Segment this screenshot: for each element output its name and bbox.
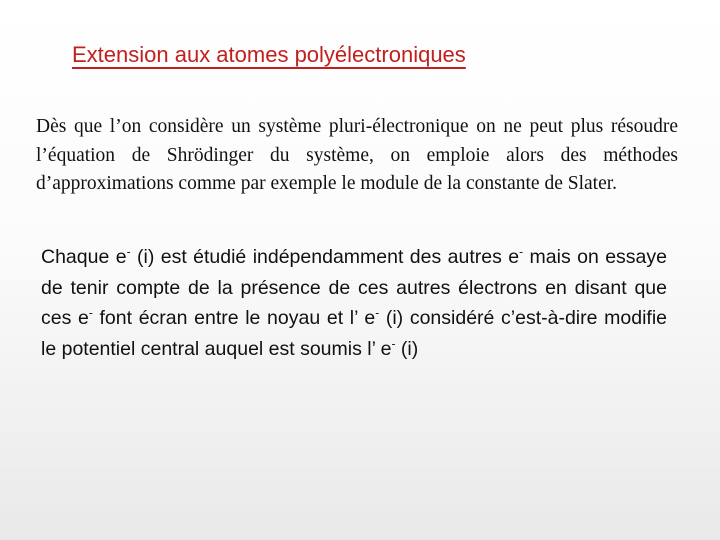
slide-title: Extension aux atomes polyélectroniques bbox=[72, 42, 466, 67]
paragraph-text: font écran entre le noyau et l’ e bbox=[92, 307, 376, 329]
electron-charge-superscript: - bbox=[519, 244, 524, 259]
electron-charge-superscript: - bbox=[375, 305, 380, 320]
electron-charge-superscript: - bbox=[88, 305, 93, 320]
paragraph-text: mais on essaye de tenir compte de la présence de ces autres électrons en disant que ces e bbox=[41, 246, 667, 329]
paragraph-text: (i) considéré c’est-à-dire modifie le potentiel central auquel est soumis l’ e bbox=[41, 307, 667, 360]
screening-paragraph bbox=[41, 242, 667, 364]
electron-charge-superscript: - bbox=[391, 336, 396, 350]
paragraph-text: Chaque e bbox=[41, 246, 127, 268]
paragraph-text: (i) est étudié indépendamment des autres e bbox=[130, 246, 520, 268]
electron-charge-superscript: - bbox=[126, 244, 131, 259]
intro-paragraph: Dès que l’on considère un système pluri-électronique on ne peut plus résoudre l’équation de Shrödinger du système, on emploie alors des méthodes d’approximations comme par exemple le module de la constante de Slater. bbox=[36, 116, 678, 194]
paragraph-text: (i) bbox=[395, 337, 419, 360]
